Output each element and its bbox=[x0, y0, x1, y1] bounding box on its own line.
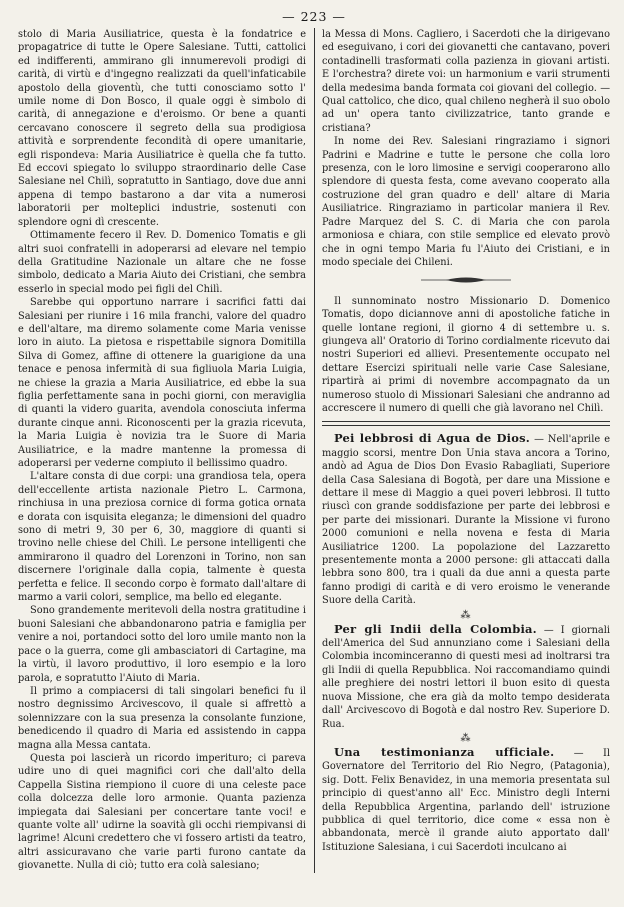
paragraph: Sono grandemente meritevoli della nostra gratitudine i buoni Salesiani che abbandonarono patria e famiglia per venire a noi, portandoci sotto del loro umile manto non la pace o la guerra, come gli ambasciatori di Cartagine, ma la virtù, il lavoro produttivo, il loro esempio e la loro parola, e sopratutto l'Aiuto di Maria. bbox=[18, 605, 306, 684]
paragraph: la Messa di Mons. Cagliero, i Sacerdoti che la dirigevano ed eseguivano, i cori dei giovanetti che cantavano, poveri contadinelli trasformati colla pazienza in giovani artisti. E l'orchestra? direte voi: un harmonium e varii strumenti della medesima banda formata coi giovani del collegio. — Qual cattolico, che dico, qual chileno negherà il suo obolo ad un' opera tanto civilizzatrice, tanto grande e cristiana? bbox=[322, 29, 610, 134]
paragraph: Il sunnominato nostro Missionario D. Domenico Tomatis, dopo diciannove anni di apostoliche fatiche in quelle lontane regioni, il giorno 4 di settembre u. s. giungeva all' Oratorio di Torino cordialmente ricevuto dai nostri Superiori ed allievi. Presentemente occupato nel dettare Esercizi spirituali nelle varie Case Salesiane, ripartirà ai primi di novembre accompagnato da un numeroso stuolo di Missionari Salesiani che andranno ad accrescere il numero di quelli che già lavorano nel Chilì. bbox=[322, 295, 610, 414]
paragraph: stolo di Maria Ausiliatrice, questa è la fondatrice e propagatrice di tutte le Opere Salesiane. Tutti, cattolici ed indifferenti, ammirano gli innumerevoli prodigi di carità, di virtù e d'ingegno realizzati da quell'infaticabile apostolo della gioventù, che tutti conosciamo sotto l' umile nome di Don Bosco, il quale oggi è simbolo di carità, di annegazione e d'eroismo. Or bene a quanti cercavano conoscere il segreto della sua prodigiosa attività e sorprendente fecondità di opere umanitarie, egli rispondeva: Maria Ausiliatrice è quella che fa tutto. Ed eccovi spiegato lo sviluppo straordinario delle Case Salesiane nel Chilì, sopratutto in Santiago, dove due anni appena di tempo bastarono a dar vita a numerosi laboratorii per molteplici industrie, sostenuti con splendore ogni dì crescente. bbox=[18, 29, 306, 228]
news-item-testimonianza bbox=[322, 746, 610, 854]
page-number: — 223 — bbox=[282, 9, 346, 24]
ornament-icon bbox=[421, 276, 511, 284]
paragraph: In nome dei Rev. Salesiani ringraziamo i signori Padrini e Madrine e tutte le persone che colla loro presenza, con le loro limosine e servigi cooperarono allo splendore di questa festa, come avevano cooperato alla costruzione del gran quadro e dell' altare di Maria Ausiliatrice. Ringraziamo in particolar maniera il Rev. Padre Marquez del S. C. di Maria che con parola armoniosa e chiara, con stile semplice ed elevato provò che in ogni tempo Maria fu l'Aiuto dei Cristiani, e in modo speciale dei Chileni. bbox=[322, 136, 610, 268]
left-column bbox=[18, 28, 314, 873]
news-item-indii bbox=[322, 623, 610, 731]
asterism-icon: ⁂ bbox=[460, 609, 472, 621]
column-divider bbox=[314, 28, 315, 873]
news-item-lebbrosi bbox=[322, 432, 610, 607]
right-column bbox=[314, 28, 610, 873]
asterism-icon: ⁂ bbox=[460, 732, 472, 744]
news-title: Per gli Indii della Colombia. bbox=[334, 621, 537, 636]
paragraph: Sarebbe qui opportuno narrare i sacrifici fatti dai Salesiani per riunire i 16 mila franchi, valore del quadro e dell'altare, ma diremo solamente come Maria venisse loro in aiuto. La pietosa e rispettabile signora Domitilla Silva di Gomez, affine di ottenere la guarigione da una tenace e penosa infermità di sua figliuola Maria Luigia, ne chiese la grazia a Maria Ausiliatrice, ed ebbe la sua figlia perfettamente sana in pochi giorni, con meraviglia di quanti la videro guarita, avendola conosciuta inferma durante cinque anni. Riconoscenti per la grazia ricevuta, la Maria Luigia è novizia tra le Suore di Maria Ausiliatrice, e la madre mantenne la promessa di adoperarsi per vederne compiuto il bellissimo quadro. bbox=[18, 297, 306, 469]
news-title: Una testimonianza ufficiale. bbox=[334, 744, 555, 759]
news-body: — Il Governatore del Territorio del Rio Negro, (Patagonia), sig. Dott. Felix Benavidez, in una memoria presentata sul principio di quest'anno all' Ecc. Ministro degli Interni della Repubblica Argentina, parlando dell' istruzione pubblica di quel territorio, dice come « essa non è abbandonata, mercè il grande aiuto apportato dall' Istituzione Salesiana, i cui Sacerdoti inculcano ai bbox=[322, 747, 611, 853]
paragraph: Questa poi lascierà un ricordo imperituro; ci pareva udire uno di quei magnifici cori che dall'alto della Cappella Sistina riempiono il cuore di una celeste pace colla dolcezza delle loro armonie. Quanta pazienza impiegata dai Salesiani per concertare tante voci! e quante volte all' udirne la soavità gli occhi riempivansi di lagrime! Alcuni credettero che vi fossero artisti da teatro, altri assicuravano che varie parti furono cantate da giovanette. Nulla di ciò; tutto era colà salesiano; bbox=[18, 752, 306, 872]
paragraph: L'altare consta di due corpi: una grandiosa tela, opera dell'eccellente artista nazionale Pietro L. Carmona, rinchiusa in una preziosa cornice di forma gotica ornata e dorata con isquisita eleganza; le dimensioni del quadro sono di metri 9, 30 per 6, 30, maggiore di quanti si trovino nelle chiese del Chilì. Le persone intelligenti che ammirarono il quadro del Lorenzoni in Torino, non san discernere l'originale dalla copia, talmente è questa perfetta e felice. Il secondo corpo è formato dall'altare di marmo a varii colori, semplice, ma bello ed elegante. bbox=[18, 471, 306, 604]
section-rule bbox=[322, 421, 610, 426]
ornamental-divider bbox=[322, 275, 610, 288]
paragraph: Ottimamente fecero il Rev. D. Domenico Tomatis e gli altri suoi confratelli in adoperarsi ad elevare nel tempio della Gratitudine Nazionale un altare che ne fosse simbolo, dedicato a Maria Aiuto dei Cristiani, che sembra esserlo in special modo pei figli del Chilì. bbox=[18, 230, 306, 295]
two-column-body bbox=[18, 28, 610, 873]
news-body: — Nell'aprile e maggio scorsi, mentre Don Unia stava ancora a Torino, andò ad Agua de Dios Don Evasio Rabagliati, Superiore della Casa Salesiana di Bogotà, per dare una Missione e dettare il mese di Maggio a quei poveri lebbrosi. Il tutto riuscì con grande soddisfazione per parte dei lebbrosi e per parte dei missionari. Durante la Missione vi furono 2000 comunioni e nella novena e festa di Maria Ausiliatrice 1200. La popolazione del Lazzaretto presentemente monta a 2000 persone: gli attaccati dalla lebbra sono 800, tra i quali da due anni a questa parte fanno prodigi di carità e di vero eroismo le venerande Suore della Carità. bbox=[322, 434, 610, 607]
news-body: — I giornali dell'America del Sud annunziano come i Salesiani della Colombia incominceranno di questi mesi ad inoltrarsi tra gli Indii di quella Repubblica. Noi raccomandiamo quindi alle preghiere dei nostri lettori il buon esito di questa nuova Missione, che era già da molto tempo desiderata dall' Arcivescovo di Bogotà e dal nostro Rev. Superiore D. Rua. bbox=[322, 624, 610, 730]
news-title: Pei lebbrosi di Agua de Dios. bbox=[334, 431, 530, 446]
paragraph: Il primo a compiacersi di tali singolari benefici fu il nostro degnissimo Arcivescovo, il quale si affrettò a solennizzare con la sua presenza la consolante funzione, benedicendo il quadro di Maria ed assistendo in cappa magna alla Messa cantata. bbox=[18, 685, 306, 751]
